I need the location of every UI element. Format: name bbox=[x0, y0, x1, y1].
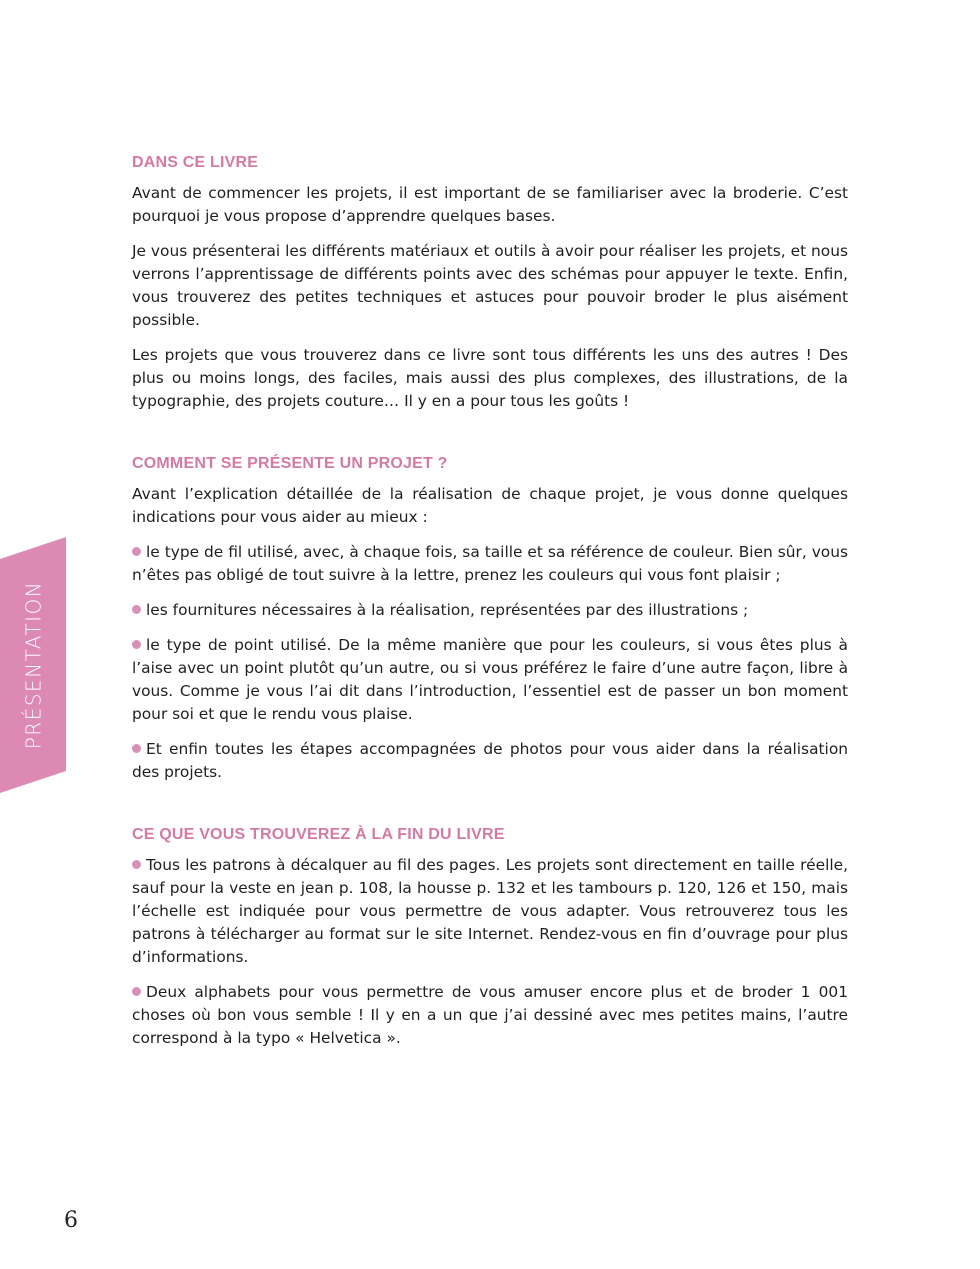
list-item-text: Tous les patrons à décalquer au fil des pages. Les projets sont directement en taille réelle, sauf pour la veste en jean p. 108, la housse p. 132 et les tambours p. 120, 126 et 150, mais l’échelle est indiquée pour vous permettre de vous adapter. Vous retrouverez tous les patrons à télécharger au format sur le site Internet. Rendez-vous en fin d’ouvrage pour plus d’informations. bbox=[132, 856, 848, 966]
list-item bbox=[132, 981, 848, 1050]
paragraph: Les projets que vous trouverez dans ce livre sont tous différents les uns des autres ! Des plus ou moins longs, des faciles, mais aussi des plus complexes, des illustrations, de la typographie, des projets couture… Il y en a pour tous les goûts ! bbox=[132, 346, 848, 410]
section-title: COMMENT SE PRÉSENTE UN PROJET ? bbox=[132, 455, 448, 472]
list-item-text: Deux alphabets pour vous permettre de vous amuser encore plus et de broder 1 001 choses où bon vous semble ! Il y en a un que j’ai dessiné avec mes petites mains, l’autre correspond à la typo « Helvetica ». bbox=[132, 983, 848, 1047]
list-item bbox=[132, 541, 848, 587]
list-item-text: Et enfin toutes les étapes accompagnées de photos pour vous aider dans la réalisation des projets. bbox=[132, 740, 848, 781]
bullet-dot-icon bbox=[132, 605, 141, 614]
page-content bbox=[132, 150, 848, 1088]
side-tab bbox=[0, 537, 66, 793]
bullet-dot-icon bbox=[132, 744, 141, 753]
paragraph: Je vous présenterai les différents matériaux et outils à avoir pour réaliser les projets, et nous verrons l’apprentissage de différents points avec des schémas pour appuyer le texte. Enfin, vous trouverez des petites techniques et astuces pour pouvoir broder le plus aisément possible. bbox=[132, 242, 848, 329]
list-item-text: les fournitures nécessaires à la réalisation, représentées par des illustrations ; bbox=[146, 601, 749, 619]
section-title: DANS CE LIVRE bbox=[132, 154, 259, 171]
bullet-dot-icon bbox=[132, 860, 141, 869]
paragraph: Avant de commencer les projets, il est important de se familiariser avec la broderie. C’est pourquoi je vous propose d’apprendre quelques bases. bbox=[132, 184, 848, 225]
section-title: CE QUE VOUS TROUVEREZ À LA FIN DU LIVRE bbox=[132, 826, 505, 843]
list-item-text: le type de fil utilisé, avec, à chaque fois, sa taille et sa référence de couleur. Bien sûr, vous n’êtes pas obligé de tout suivre à la lettre, prenez les couleurs qui vous font plaisir ; bbox=[132, 543, 848, 584]
section-fin-du-livre bbox=[132, 822, 848, 1050]
list-item bbox=[132, 854, 848, 969]
page-number: 6 bbox=[64, 1208, 78, 1233]
list-item-text: le type de point utilisé. De la même manière que pour les couleurs, si vous êtes plus à l’aise avec un point plutôt qu’un autre, ou si vous préférez le faire d’une autre façon, libre à vous. Comme je vous l’ai dit dans l’introduction, l’essentiel est de passer un bon moment pour soi et que le rendu vous plaise. bbox=[132, 636, 848, 723]
bullet-dot-icon bbox=[132, 547, 141, 556]
paragraph: Avant l’explication détaillée de la réalisation de chaque projet, je vous donne quelques indications pour vous aider au mieux : bbox=[132, 485, 848, 526]
bullet-dot-icon bbox=[132, 640, 141, 649]
side-tab-label: PRÉSENTATION bbox=[21, 580, 45, 750]
list-item bbox=[132, 738, 848, 784]
bullet-dot-icon bbox=[132, 987, 141, 996]
section-dans-ce-livre bbox=[132, 150, 848, 413]
list-item bbox=[132, 599, 848, 622]
list-item bbox=[132, 634, 848, 726]
section-comment-se-presente bbox=[132, 451, 848, 784]
